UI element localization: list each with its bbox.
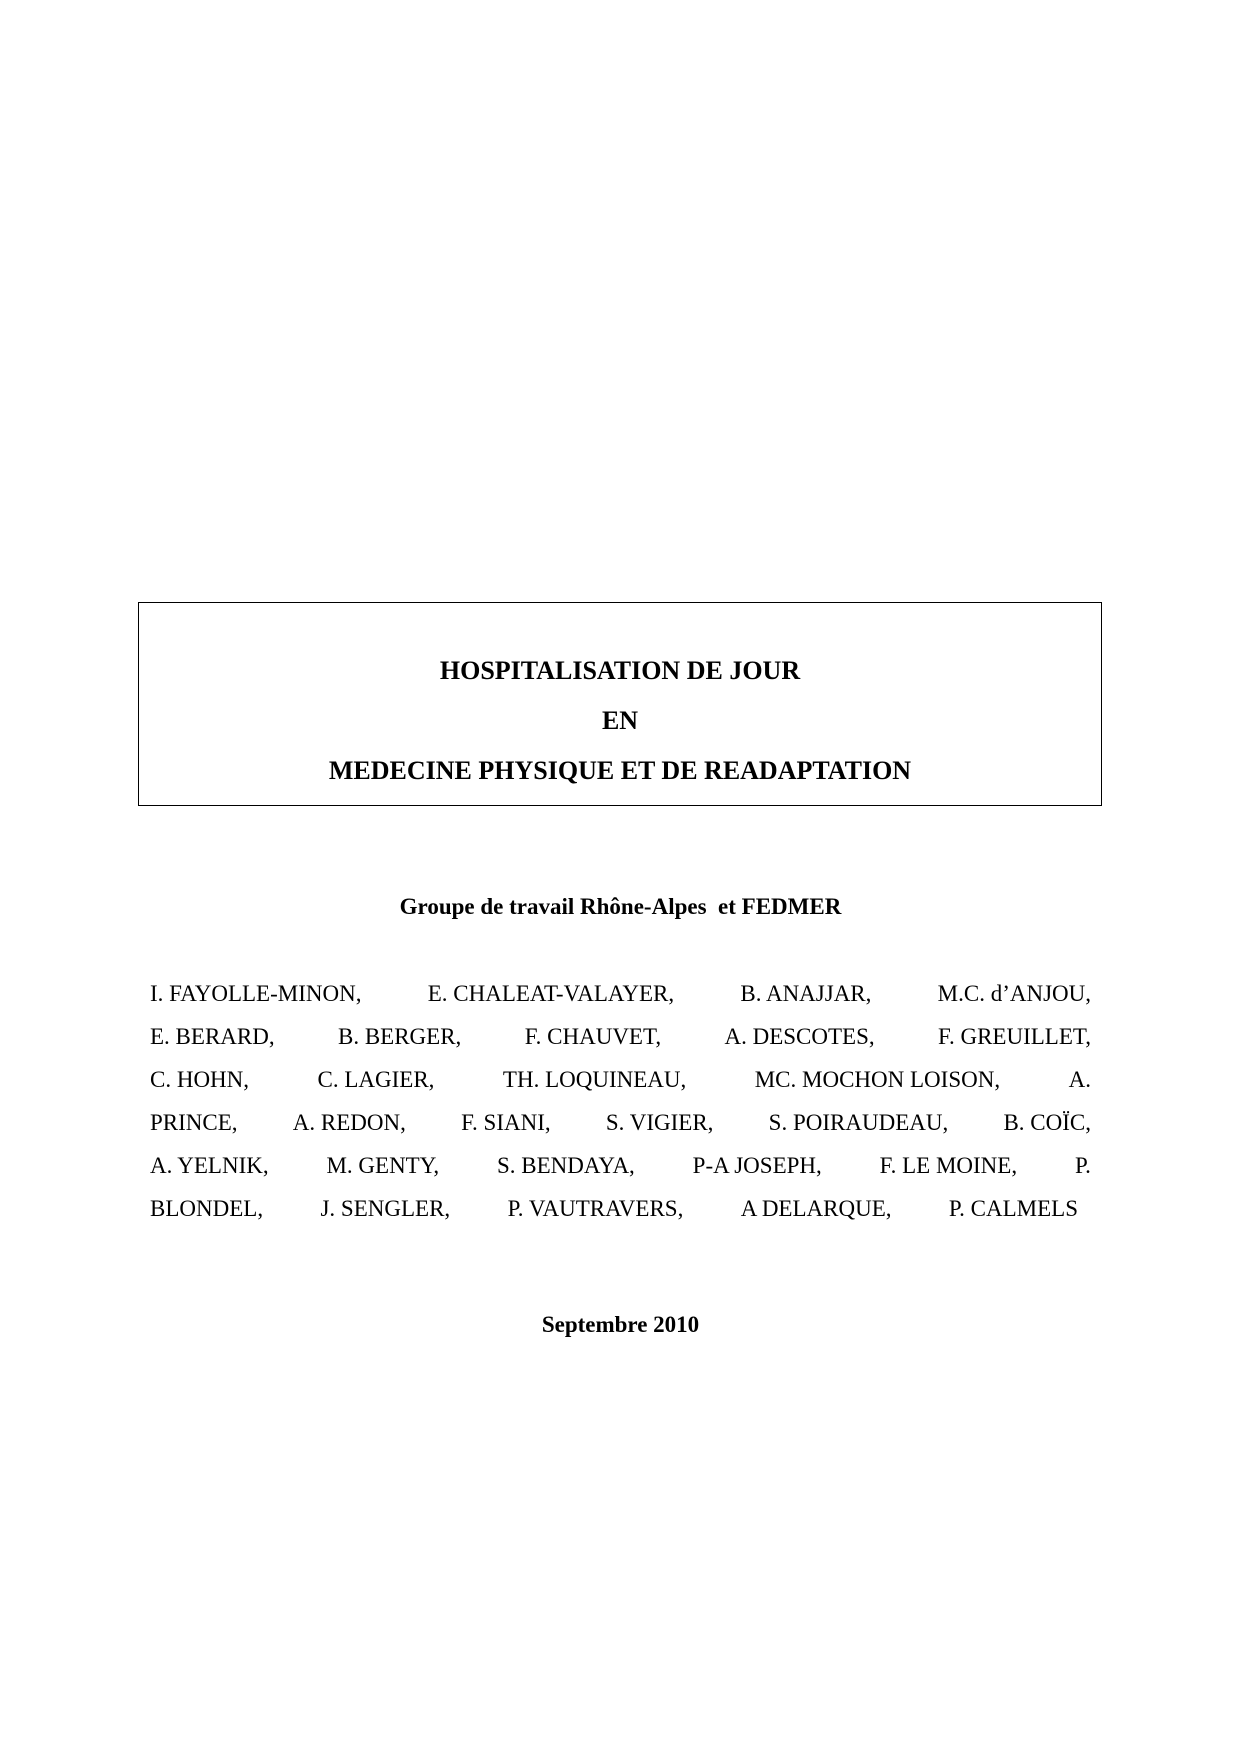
author-name: F. LE MOINE, (879, 1153, 1018, 1178)
working-group-heading: Groupe de travail Rhône-Alpes et FEDMER (399, 894, 842, 919)
author-name: M.C. d’ANJOU, (937, 981, 1091, 1006)
author-name: PRINCE, (150, 1110, 238, 1135)
author-name: J. SENGLER, (320, 1196, 451, 1221)
author-line-5 (150, 1151, 1091, 1181)
author-name: B. ANAJJAR, (740, 981, 872, 1006)
author-name: I. FAYOLLE-MINON, (150, 981, 362, 1006)
author-line-2 (150, 1022, 1091, 1052)
author-name: A. REDON, (292, 1110, 406, 1135)
author-name: F. CHAUVET, (524, 1024, 662, 1049)
author-line-1 (150, 979, 1091, 1009)
author-line-6 (150, 1194, 1078, 1224)
author-line-3 (150, 1065, 1091, 1095)
author-name: P. VAUTRAVERS, (507, 1196, 684, 1221)
author-name: E. CHALEAT-VALAYER, (427, 981, 675, 1006)
author-name: P-A JOSEPH, (692, 1153, 822, 1178)
author-name: B. BERGER, (337, 1024, 462, 1049)
author-name: S. POIRAUDEAU, (768, 1110, 949, 1135)
author-name: A. DESCOTES, (724, 1024, 875, 1049)
author-name: P. CALMELS (948, 1196, 1078, 1221)
title-line-1: HOSPITALISATION DE JOUR (439, 656, 801, 685)
author-name: A. (1068, 1067, 1091, 1092)
author-name: C. HOHN, (150, 1067, 250, 1092)
author-name: P. (1074, 1153, 1091, 1178)
author-name: E. BERARD, (150, 1024, 275, 1049)
author-name: M. GENTY, (326, 1153, 440, 1178)
author-name: MC. MOCHON LOISON, (754, 1067, 1001, 1092)
author-name: BLONDEL, (150, 1196, 264, 1221)
title-line-3: MEDECINE PHYSIQUE ET DE READAPTATION (328, 756, 912, 785)
author-name: B. COÏC, (1003, 1110, 1091, 1135)
publication-date: Septembre 2010 (541, 1312, 700, 1337)
author-name: S. VIGIER, (605, 1110, 714, 1135)
author-name: S. BENDAYA, (496, 1153, 635, 1178)
author-name: TH. LOQUINEAU, (502, 1067, 687, 1092)
author-name: F. GREUILLET, (938, 1024, 1091, 1049)
title-line-2: EN (601, 706, 639, 735)
author-name: F. SIANI, (461, 1110, 551, 1135)
author-line-4 (150, 1108, 1091, 1138)
author-name: A DELARQUE, (740, 1196, 892, 1221)
author-name: A. YELNIK, (150, 1153, 269, 1178)
author-name: C. LAGIER, (317, 1067, 435, 1092)
title-box (138, 602, 1102, 806)
